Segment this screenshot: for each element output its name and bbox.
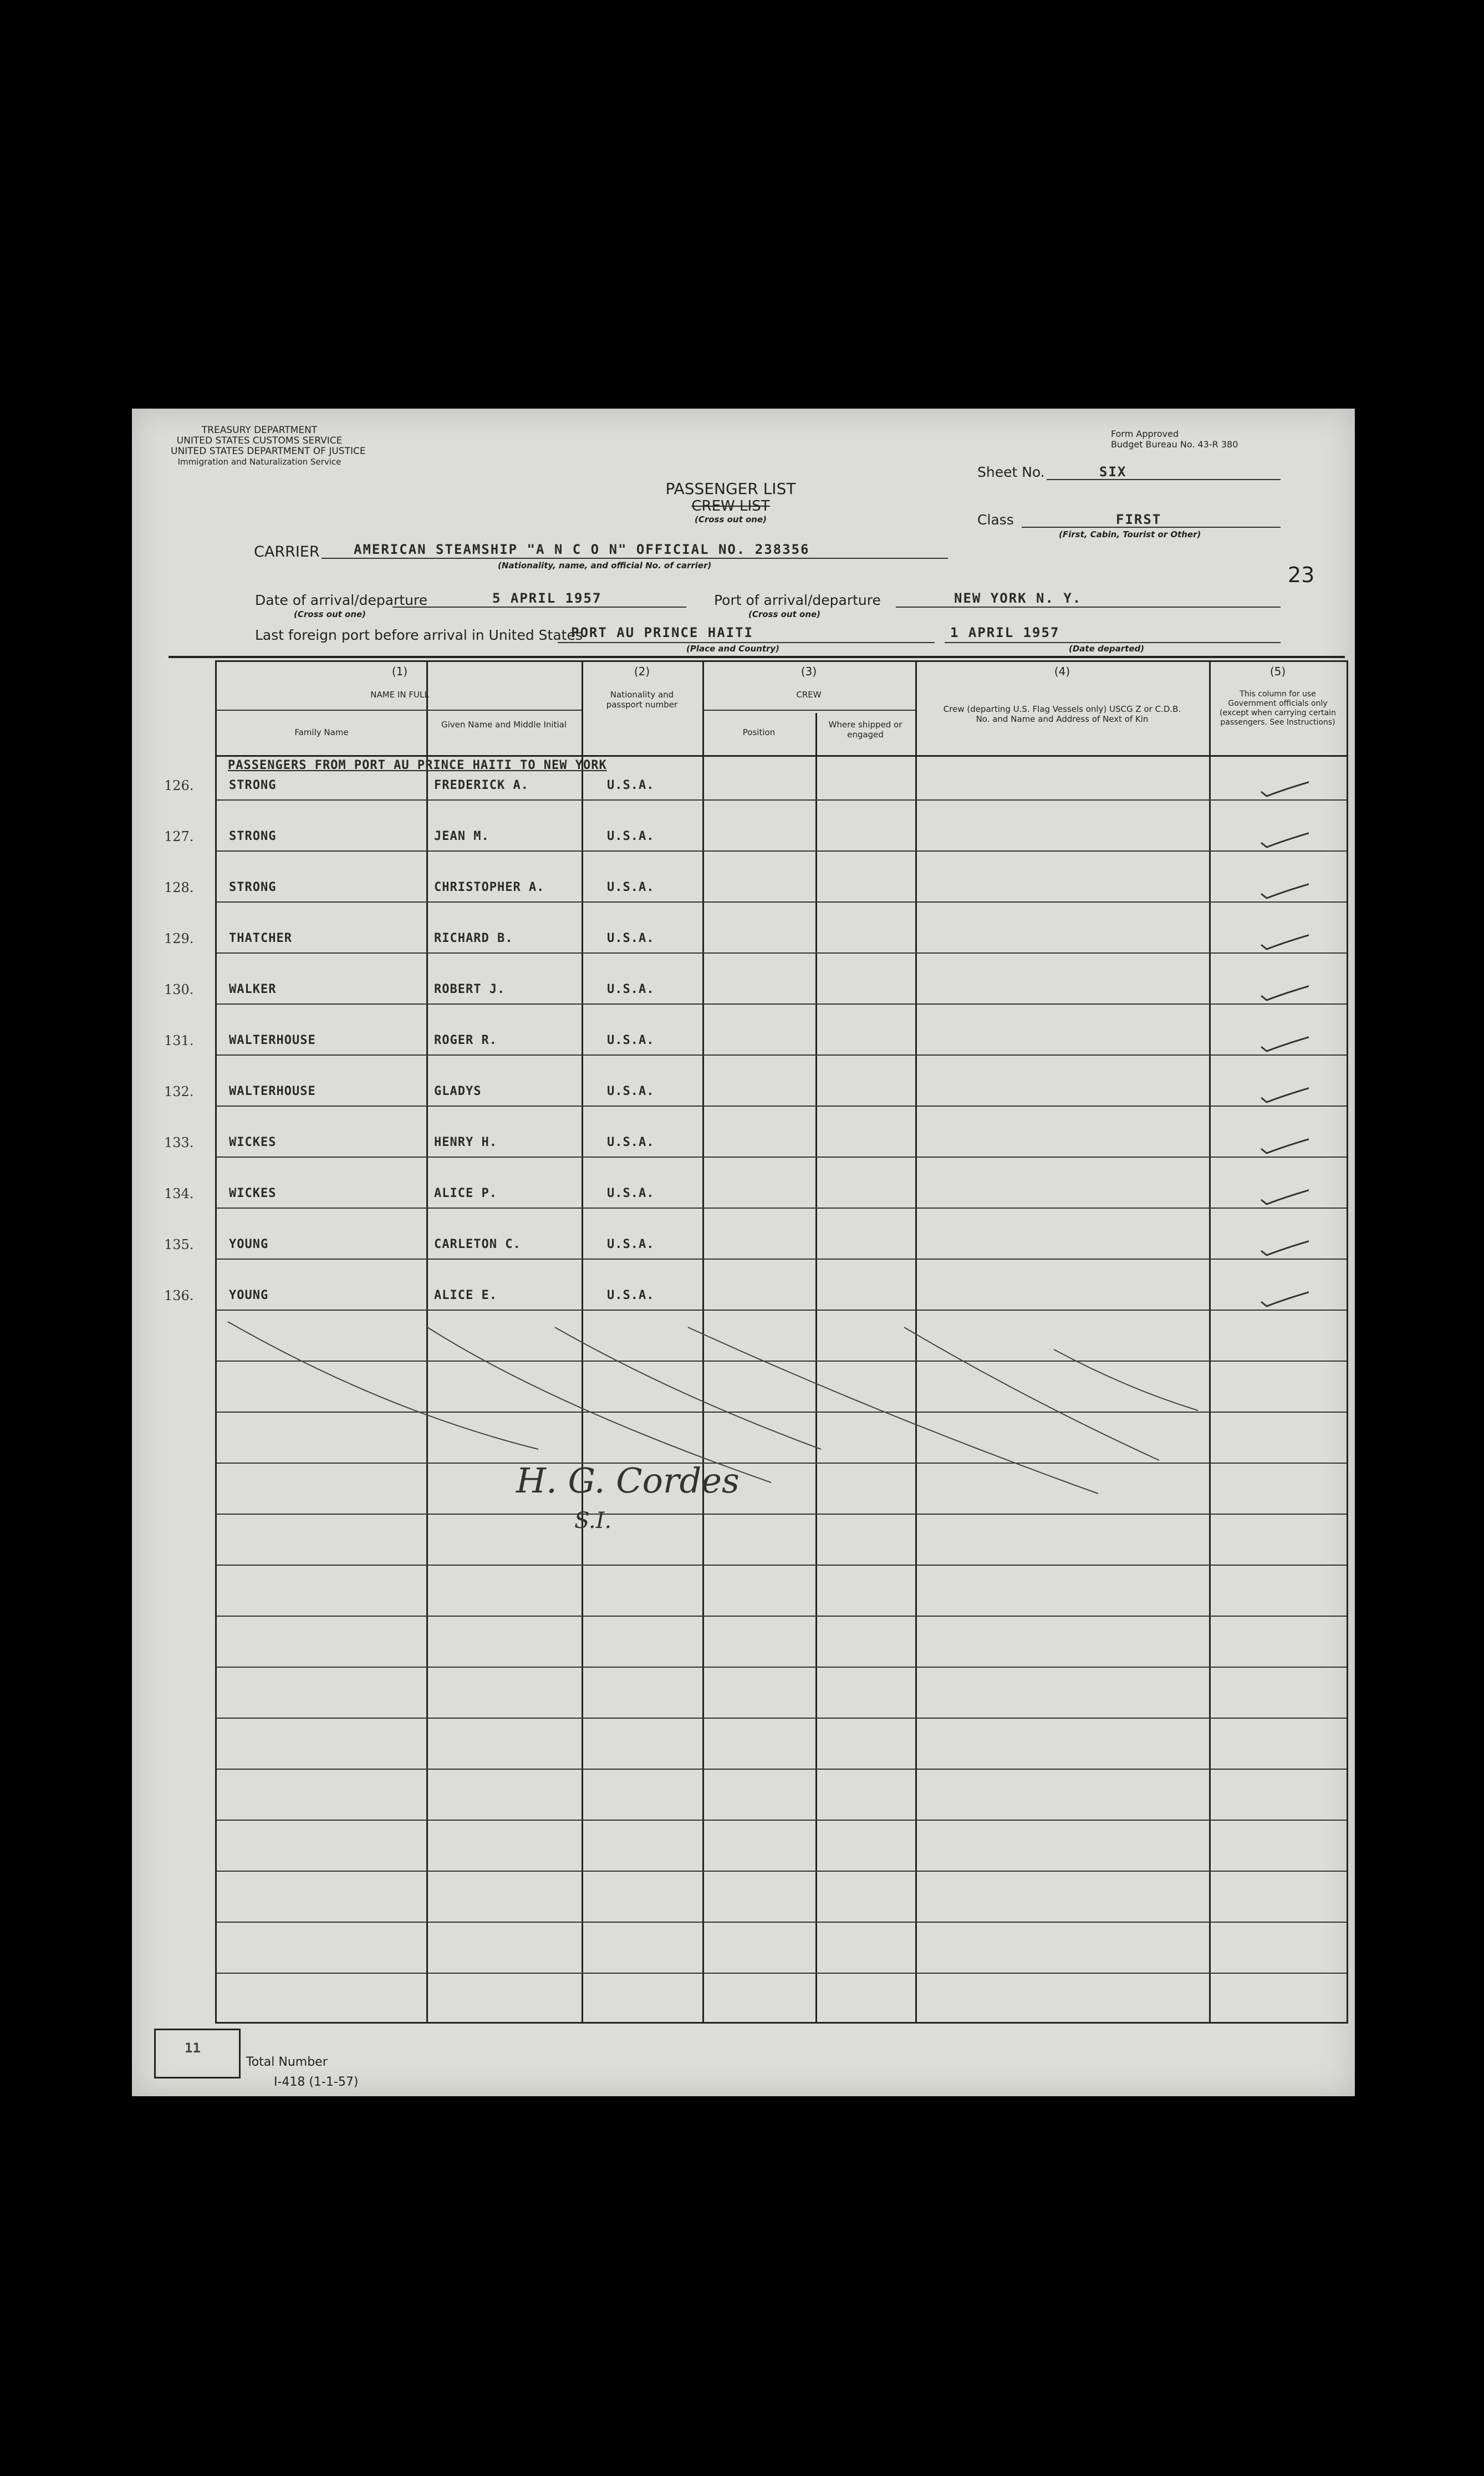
given-name-cell: FREDERICK A. — [434, 778, 529, 792]
given-name-cell: JEAN M. — [434, 829, 489, 843]
row-number: 126. — [164, 778, 194, 793]
nationality-cell: U.S.A. — [607, 1084, 655, 1098]
header-rule — [169, 656, 1345, 658]
given-name-header: Given Name and Middle Initial — [441, 720, 567, 730]
row-number: 129. — [164, 931, 194, 946]
sheet-underline — [1047, 479, 1281, 480]
carrier-value: AMERICAN STEAMSHIP "A N C O N" OFFICIAL NO. 238356 — [354, 542, 810, 557]
date-cross-hint: (Cross out one) — [294, 609, 366, 619]
family-name-cell: WALTERHOUSE — [229, 1033, 316, 1047]
departed-value: 1 APRIL 1957 — [950, 625, 1060, 640]
form-approved-line: Form Approved — [1111, 429, 1179, 439]
signature-title: S.I. — [574, 1508, 612, 1534]
col1-title: NAME IN FULL — [370, 690, 429, 700]
nationality-cell: U.S.A. — [607, 931, 655, 945]
family-name-cell: WALTERHOUSE — [229, 1084, 316, 1098]
given-name-cell: HENRY H. — [434, 1135, 497, 1149]
last-port-label: Last foreign port before arrival in United States — [255, 627, 583, 643]
family-name-cell: THATCHER — [229, 931, 292, 945]
sheet-label: Sheet No. — [977, 464, 1045, 480]
carrier-underline — [322, 558, 948, 559]
total-box — [154, 2029, 241, 2078]
row-number: 135. — [164, 1237, 194, 1252]
last-port-underline — [558, 642, 935, 643]
form-number: I-418 (1-1-57) — [274, 2075, 359, 2089]
class-hint: (First, Cabin, Tourist or Other) — [1059, 529, 1201, 539]
family-name-cell: STRONG — [229, 778, 277, 792]
row-number: 128. — [164, 880, 194, 895]
given-name-cell: ROBERT J. — [434, 982, 506, 996]
given-name-cell: ALICE E. — [434, 1288, 497, 1302]
cross-out-hint: (Cross out one) — [694, 514, 767, 524]
section-heading: PASSENGERS FROM PORT AU PRINCE HAITI TO NEW YORK — [228, 758, 607, 772]
row-number: 133. — [164, 1135, 194, 1150]
carrier-hint: (Nationality, name, and official No. of carrier) — [498, 561, 712, 570]
date-label: Date of arrival/departure — [255, 592, 428, 608]
total-value: 11 — [185, 2040, 201, 2056]
family-name-cell: WICKES — [229, 1135, 277, 1149]
row-number: 136. — [164, 1288, 194, 1303]
col2-title: Nationality and passport number — [606, 690, 678, 710]
form-approved — [1111, 429, 1238, 450]
family-name-header: Family Name — [294, 727, 349, 737]
given-name-cell: ROGER R. — [434, 1033, 497, 1047]
total-label: Total Number — [246, 2055, 328, 2069]
nationality-cell: U.S.A. — [607, 1033, 655, 1047]
form-title-crossed: CREW LIST — [691, 498, 770, 514]
family-name-cell: YOUNG — [229, 1288, 269, 1302]
given-name-cell: RICHARD B. — [434, 931, 513, 945]
carrier-label: CARRIER — [254, 543, 320, 561]
last-port-value: PORT AU PRINCE HAITI — [571, 625, 753, 640]
nationality-cell: U.S.A. — [607, 982, 655, 996]
col2-number: (2) — [634, 665, 650, 678]
date-value: 5 APRIL 1957 — [492, 590, 602, 606]
family-name-cell: STRONG — [229, 880, 277, 894]
form-approved-line: Budget Bureau No. 43-R 380 — [1111, 439, 1238, 450]
passenger-table — [215, 660, 1348, 2024]
cancel-strokes — [217, 662, 1347, 2022]
nationality-cell: U.S.A. — [607, 1237, 655, 1251]
col3-title: CREW — [796, 690, 822, 700]
port-label: Port of arrival/departure — [714, 592, 881, 608]
passenger-list-form — [132, 409, 1355, 2096]
family-name-cell: WICKES — [229, 1186, 277, 1200]
row-number: 132. — [164, 1084, 194, 1099]
family-name-cell: YOUNG — [229, 1237, 269, 1251]
class-value: FIRST — [1116, 512, 1162, 527]
nationality-cell: U.S.A. — [607, 1186, 655, 1200]
row-number: 130. — [164, 982, 194, 997]
port-cross-hint: (Cross out one) — [748, 609, 821, 619]
form-title: PASSENGER LIST — [665, 480, 796, 498]
given-name-cell: ALICE P. — [434, 1186, 497, 1200]
given-name-cell: CARLETON C. — [434, 1237, 521, 1251]
col4-number: (4) — [1054, 665, 1070, 678]
signature: H. G. Cordes — [516, 1460, 740, 1501]
shipped-header: Where shipped or engaged — [828, 720, 902, 740]
family-name-cell: WALKER — [229, 982, 277, 996]
nationality-cell: U.S.A. — [607, 778, 655, 792]
departed-hint: (Date departed) — [1069, 644, 1145, 654]
class-label: Class — [977, 512, 1014, 528]
agency-line: UNITED STATES CUSTOMS SERVICE — [176, 435, 343, 446]
agency-block — [171, 425, 366, 467]
given-name-cell: CHRISTOPHER A. — [434, 880, 545, 894]
col3-number: (3) — [800, 665, 817, 678]
page-number: 23 — [1288, 563, 1315, 587]
row-number: 127. — [164, 829, 194, 844]
port-value: NEW YORK N. Y. — [954, 590, 1082, 606]
port-underline — [896, 607, 1281, 608]
nationality-cell: U.S.A. — [607, 829, 655, 843]
col5-number: (5) — [1269, 665, 1286, 678]
nationality-cell: U.S.A. — [607, 880, 655, 894]
nationality-cell: U.S.A. — [607, 1135, 655, 1149]
position-header: Position — [742, 727, 776, 737]
agency-line: UNITED STATES DEPARTMENT OF JUSTICE — [171, 446, 366, 457]
nationality-cell: U.S.A. — [607, 1288, 655, 1302]
given-name-cell: GLADYS — [434, 1084, 482, 1098]
agency-line: Immigration and Naturalization Service — [177, 457, 341, 467]
col5-title: This column for use Government officials only (except when carrying certain passengers. See Instructions) — [1219, 690, 1337, 727]
row-number: 134. — [164, 1186, 194, 1201]
family-name-cell: STRONG — [229, 829, 277, 843]
col1-number: (1) — [391, 665, 408, 678]
departed-underline — [945, 642, 1281, 643]
date-underline — [392, 607, 686, 608]
agency-line: TREASURY DEPARTMENT — [201, 425, 318, 436]
col4-title: Crew (departing U.S. Flag Vessels only) USCG Z or C.D.B. No. and Name and Address of Next of Kin — [943, 704, 1181, 724]
row-number: 131. — [164, 1033, 194, 1048]
sheet-value: SIX — [1099, 464, 1127, 480]
last-port-hint: (Place and Country) — [686, 644, 780, 654]
title-block — [653, 480, 808, 524]
